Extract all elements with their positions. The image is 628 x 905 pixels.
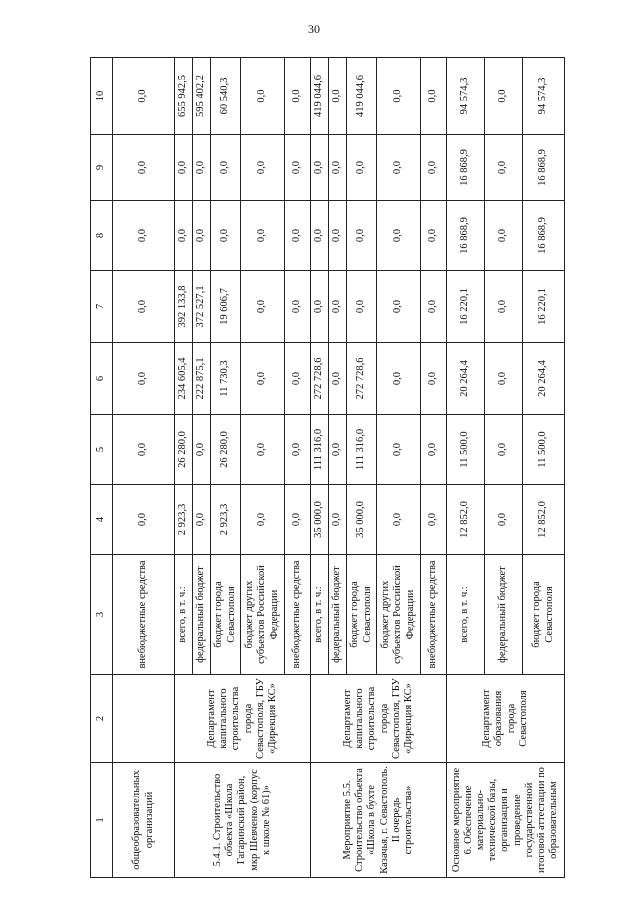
value-cell: 0,0 [347,135,377,201]
value-cell: 20 264,4 [447,343,485,415]
value-cell: 0,0 [113,135,175,201]
header-row [91,58,113,878]
executor-cell: Департамент образования города Севастополя [447,675,565,763]
value-cell: 0,0 [347,201,377,271]
value-cell: 0,0 [193,201,211,271]
value-cell: 111 316,0 [311,415,329,485]
header-cell: 5 [91,415,113,485]
value-cell: 0,0 [241,58,285,135]
value-cell: 11 500,0 [447,415,485,485]
value-cell: 2 923,3 [175,485,193,555]
value-cell: 0,0 [241,343,285,415]
funding-source-cell: всего, в т. ч.: [311,555,329,675]
value-cell: 0,0 [285,485,311,555]
value-cell: 0,0 [485,415,523,485]
value-cell: 12 852,0 [447,485,485,555]
value-cell: 16 868,9 [447,135,485,201]
value-cell: 0,0 [347,271,377,343]
header-cell: 2 [91,675,113,763]
value-cell: 419 044,6 [347,58,377,135]
value-cell: 26 280,0 [211,415,241,485]
value-cell: 26 280,0 [175,415,193,485]
value-cell: 2 923,3 [211,485,241,555]
table-row [311,58,329,878]
funding-source-cell: всего, в т. ч.: [447,555,485,675]
value-cell: 94 574,3 [447,58,485,135]
measure-name-cell: Мероприятие 5.5. Строительство объекта «Школа в бухте Казачья, г. Севастополь. II очередь строительства» [311,763,447,878]
rotated-table-container [90,58,559,878]
header-cell: 8 [91,201,113,271]
value-cell: 0,0 [329,201,347,271]
budget-table [90,57,565,878]
header-cell: 9 [91,135,113,201]
value-cell: 0,0 [329,58,347,135]
value-cell: 0,0 [421,485,447,555]
header-cell: 6 [91,343,113,415]
value-cell: 0,0 [113,271,175,343]
value-cell: 0,0 [241,271,285,343]
value-cell: 0,0 [421,135,447,201]
funding-source-cell: всего, в т. ч.: [175,555,193,675]
value-cell: 0,0 [285,415,311,485]
header-cell: 3 [91,555,113,675]
header-cell: 7 [91,271,113,343]
value-cell: 0,0 [377,271,421,343]
value-cell: 0,0 [113,415,175,485]
value-cell: 272 728,6 [347,343,377,415]
value-cell: 0,0 [421,201,447,271]
value-cell: 0,0 [377,135,421,201]
measure-name-cell: общеобразовательных организаций [113,763,175,878]
value-cell: 0,0 [241,135,285,201]
funding-source-cell: внебюджетные средства [285,555,311,675]
value-cell: 0,0 [421,271,447,343]
value-cell: 0,0 [193,485,211,555]
value-cell: 0,0 [311,271,329,343]
value-cell: 234 605,4 [175,343,193,415]
funding-source-cell: федеральный бюджет [485,555,523,675]
value-cell: 0,0 [485,135,523,201]
measure-name-cell: Основное мероприятие 6. Обеспечение материально-технической базы, организация и проведение государственной итоговой аттестации по образовательным [447,763,565,878]
funding-source-cell: федеральный бюджет [193,555,211,675]
value-cell: 0,0 [175,201,193,271]
value-cell: 0,0 [377,201,421,271]
value-cell: 419 044,6 [311,58,329,135]
value-cell: 0,0 [113,485,175,555]
value-cell: 0,0 [377,343,421,415]
value-cell: 94 574,3 [523,58,565,135]
value-cell: 0,0 [193,135,211,201]
value-cell: 0,0 [311,201,329,271]
value-cell: 0,0 [377,485,421,555]
funding-source-cell: бюджет других субъектов Российской Федерации [241,555,285,675]
value-cell: 0,0 [311,135,329,201]
value-cell: 272 728,6 [311,343,329,415]
executor-cell: Департамент капитального строительства города Севастополя, ГБУ «Дирекция КС» [311,675,447,763]
value-cell: 20 264,4 [523,343,565,415]
value-cell: 0,0 [241,415,285,485]
table-row [175,58,193,878]
value-cell: 0,0 [329,485,347,555]
value-cell: 655 942,5 [175,58,193,135]
value-cell: 0,0 [485,271,523,343]
value-cell: 595 402,2 [193,58,211,135]
value-cell: 11 500,0 [523,415,565,485]
funding-source-cell: бюджет других субъектов Российской Федерации [377,555,421,675]
value-cell: 0,0 [193,415,211,485]
value-cell: 0,0 [329,271,347,343]
value-cell: 0,0 [285,271,311,343]
value-cell: 16 220,1 [447,271,485,343]
value-cell: 19 606,7 [211,271,241,343]
value-cell: 0,0 [421,343,447,415]
value-cell: 0,0 [175,135,193,201]
funding-source-cell: бюджет города Севастополя [347,555,377,675]
value-cell: 0,0 [285,135,311,201]
executor-cell: Департамент капитального строительства города Севастополя, ГБУ «Дирекция КС» [175,675,311,763]
value-cell: 0,0 [485,343,523,415]
rotated-table-area [90,58,559,878]
value-cell: 0,0 [421,415,447,485]
value-cell: 16 868,9 [523,201,565,271]
value-cell: 0,0 [285,58,311,135]
value-cell: 0,0 [485,485,523,555]
value-cell: 11 730,3 [211,343,241,415]
value-cell: 0,0 [113,58,175,135]
value-cell: 35 000,0 [311,485,329,555]
value-cell: 0,0 [377,415,421,485]
table-row [113,58,175,878]
header-cell: 4 [91,485,113,555]
value-cell: 392 133,8 [175,271,193,343]
value-cell: 0,0 [241,485,285,555]
funding-source-cell: бюджет города Севастополя [523,555,565,675]
value-cell: 0,0 [285,201,311,271]
value-cell: 0,0 [485,201,523,271]
value-cell: 0,0 [211,135,241,201]
funding-source-cell: федеральный бюджет [329,555,347,675]
value-cell: 222 875,1 [193,343,211,415]
value-cell: 12 852,0 [523,485,565,555]
value-cell: 0,0 [329,415,347,485]
value-cell: 111 316,0 [347,415,377,485]
value-cell: 16 868,9 [447,201,485,271]
value-cell: 0,0 [329,135,347,201]
table-row [447,58,485,878]
funding-source-cell: внебюджетные средства [113,555,175,675]
value-cell: 0,0 [421,58,447,135]
funding-source-cell: внебюджетные средства [421,555,447,675]
value-cell: 0,0 [285,343,311,415]
value-cell: 0,0 [377,58,421,135]
header-cell: 1 [91,763,113,878]
value-cell: 0,0 [241,201,285,271]
value-cell: 16 220,1 [523,271,565,343]
value-cell: 60 540,3 [211,58,241,135]
value-cell: 0,0 [485,58,523,135]
value-cell: 0,0 [113,201,175,271]
executor-cell [113,675,175,763]
value-cell: 0,0 [113,343,175,415]
value-cell: 16 868,9 [523,135,565,201]
measure-name-cell: 5.4.1. Строительство объекта «Школа Гагаринский район, мкр Шевченко (корпус к школе № 61)» [175,763,311,878]
value-cell: 372 527,1 [193,271,211,343]
page-number: 30 [308,22,320,36]
funding-source-cell: бюджет города Севастополя [211,555,241,675]
value-cell: 0,0 [329,343,347,415]
value-cell: 0,0 [211,201,241,271]
header-cell: 10 [91,58,113,135]
value-cell: 35 000,0 [347,485,377,555]
